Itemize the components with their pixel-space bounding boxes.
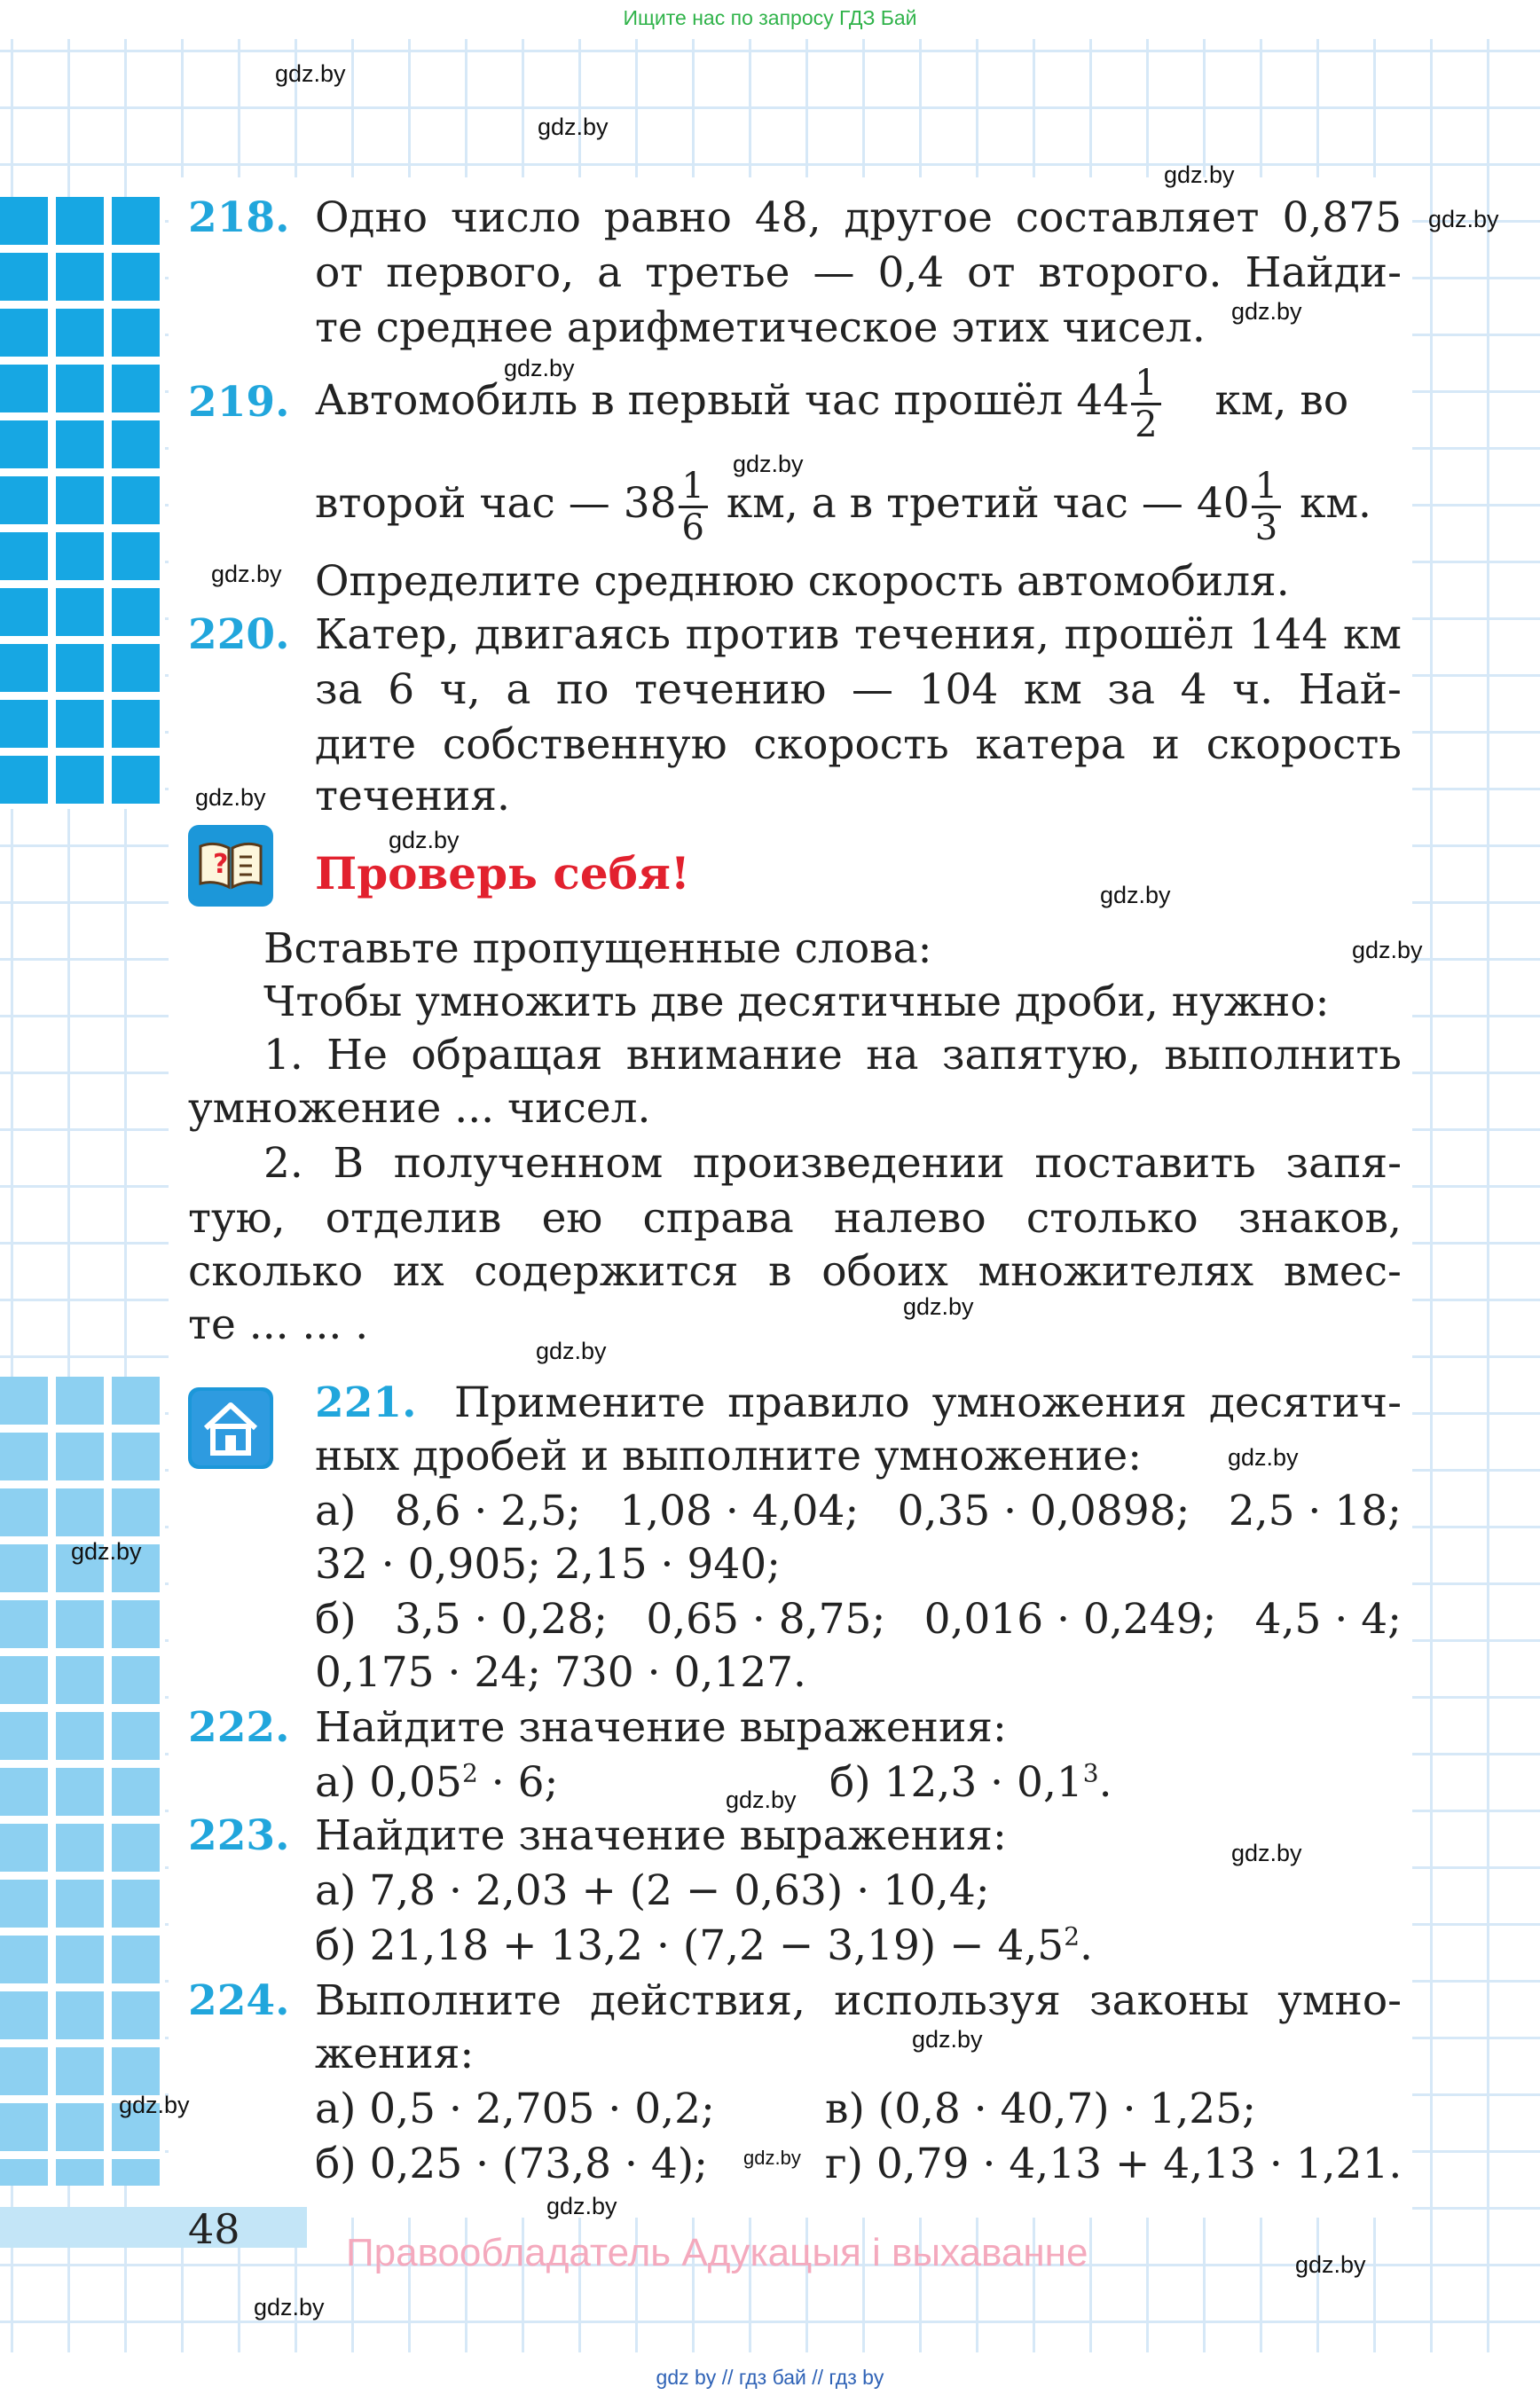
watermark: gdz.by	[389, 827, 460, 853]
word: знаков,	[1238, 1194, 1402, 1243]
watermark: gdz.by	[254, 2294, 325, 2321]
decorative-grid-top	[0, 197, 165, 809]
ad-text[interactable]: Ищите нас по запросу ГДЗ Бай	[623, 6, 917, 29]
word: умно-	[1277, 1976, 1402, 2025]
self-check-title: Проверь себя!	[315, 847, 690, 899]
watermark: gdz.by	[1228, 1444, 1299, 1471]
exercise-224-item-a: а) 0,5 · 2,705 · 0,2;	[315, 2085, 715, 2133]
bottom-links-bar[interactable]	[0, 2352, 1540, 2403]
word: сколько	[188, 1247, 364, 1296]
watermark: gdz.by	[743, 2147, 801, 2169]
word: —	[851, 665, 893, 714]
exercise-219-line-3: Определите среднюю скорость автомобиля.	[315, 557, 1290, 606]
watermark: gdz.by	[275, 60, 346, 87]
word: Не	[326, 1031, 388, 1080]
word: законы	[1089, 1976, 1250, 2025]
watermark: gdz.by	[211, 561, 282, 587]
word: 0,875	[1282, 193, 1402, 242]
word: их	[392, 1247, 444, 1296]
watermark: gdz.by	[504, 355, 575, 381]
word: другое	[844, 193, 993, 242]
word: за	[315, 665, 363, 714]
word: вмес-	[1283, 1247, 1402, 1296]
exercise-221-line-1	[454, 1377, 1402, 1430]
self-check-line-7	[188, 1245, 1402, 1299]
word: 0,65 · 8,75;	[646, 1595, 886, 1644]
exercise-219-line-2	[315, 458, 1371, 550]
exercise-224-line-1	[315, 1975, 1402, 2028]
top-ad-banner[interactable]	[0, 0, 1540, 39]
fraction-1-2: $\frac{1}{2}$	[1131, 364, 1160, 444]
watermark: gdz.by	[1164, 161, 1235, 188]
watermark: gdz.by	[903, 1293, 974, 1320]
exercise-218-line-1	[315, 192, 1402, 245]
word: Катер,	[315, 610, 460, 659]
word: двигаясь	[475, 610, 671, 659]
word: км	[1023, 665, 1082, 714]
word: 104	[918, 665, 999, 714]
word: произведении	[693, 1139, 1005, 1188]
word: 0,016 · 0,249;	[923, 1595, 1217, 1644]
word: запятую,	[941, 1031, 1142, 1080]
word: течения,	[853, 610, 1049, 659]
exercise-224-item-b: б) 0,25 · (73,8 · 4);	[315, 2140, 708, 2188]
exercise-223-line-1: Найдите значение выражения:	[315, 1811, 1007, 1860]
self-check-line-2: Чтобы умножить две десятичные дроби, нужно:	[263, 978, 1330, 1026]
exercise-221-line-2: ных дробей и выполните умножение:	[315, 1432, 1143, 1480]
self-check-line-6	[188, 1192, 1402, 1245]
exercise-218-number: 218.	[188, 193, 290, 242]
word: Найди-	[1245, 248, 1402, 297]
word: 8,6 · 2,5;	[394, 1487, 581, 1535]
watermark: gdz.by	[536, 1338, 607, 1364]
word: дите	[315, 720, 417, 769]
word: 144	[1248, 610, 1329, 659]
exercise-220-line-4: течения.	[315, 772, 510, 821]
word: тую,	[188, 1194, 286, 1243]
word: течению	[634, 665, 827, 714]
word: 2,5 · 18;	[1228, 1487, 1402, 1535]
exercise-221-line-6: 0,175 · 24; 730 · 0,127.	[315, 1648, 806, 1697]
exercise-223-item-a: а) 7,8 · 2,03 + (2 − 0,63) · 10,4;	[315, 1866, 990, 1915]
word: запя-	[1285, 1139, 1402, 1188]
exercise-221-line-5	[315, 1593, 1402, 1646]
exercise-224-item-g: г) 0,79 · 4,13 + 4,13 · 1,21.	[825, 2140, 1402, 2188]
exercise-220-line-1	[315, 609, 1402, 662]
word: за	[1107, 665, 1156, 714]
word: выполнить	[1164, 1031, 1402, 1080]
word: внимание	[625, 1031, 843, 1080]
word: 4,5 · 4;	[1254, 1595, 1402, 1644]
word: В	[333, 1139, 365, 1188]
word: от	[967, 248, 1016, 297]
word: 48,	[754, 193, 821, 242]
word: в	[768, 1247, 792, 1296]
word: первого,	[386, 248, 575, 297]
word: скорость	[1206, 720, 1402, 769]
word: а	[597, 248, 623, 297]
fraction-1-6: $\frac{1}{6}$	[679, 467, 708, 547]
word: 0,4	[877, 248, 945, 297]
word: 2.	[263, 1139, 303, 1188]
word: 4	[1180, 665, 1207, 714]
word: а)	[315, 1487, 357, 1535]
exercise-219-text-1a: Автомобиль в первый час прошёл 44	[315, 376, 1130, 425]
exercise-222-item-a: а) $0,05^2 \cdot 6$;	[315, 1758, 559, 1807]
exercise-221-line-3	[315, 1485, 1402, 1538]
watermark: gdz.by	[195, 784, 266, 811]
word: Най-	[1298, 665, 1402, 714]
exercise-218-line-3: те среднее арифметическое этих чисел.	[315, 303, 1206, 352]
exercise-219-line-1	[315, 355, 1348, 447]
word: налево	[833, 1194, 986, 1243]
watermark: gdz.by	[1295, 2251, 1366, 2278]
word: полученном	[393, 1139, 664, 1188]
word: на	[866, 1031, 919, 1080]
bottom-links-text[interactable]: gdz by // гдз бай // гдз by	[656, 2366, 884, 2389]
word: —	[813, 248, 855, 297]
word: справа	[642, 1194, 794, 1243]
exercise-224-line-2: жения:	[315, 2030, 475, 2078]
self-check-line-4: умножение ... чисел.	[188, 1084, 651, 1133]
exercise-223-item-b: б) $21,18 + 13,2 \cdot (7,2 - 3,19) - 4,5^2$.	[315, 1921, 1093, 1970]
word: прошёл	[1064, 610, 1234, 659]
word: катера	[975, 720, 1126, 769]
exercise-219-text-1b: км, во	[1201, 376, 1349, 425]
word: собственную	[442, 720, 727, 769]
page-number-bar	[0, 2207, 307, 2248]
word: и	[1151, 720, 1180, 769]
exercise-223-number: 223.	[188, 1811, 290, 1860]
watermark: gdz.by	[538, 114, 609, 140]
word: равно	[603, 193, 732, 242]
exercise-224-item-v: в) (0,8 · 40,7) · 1,25;	[825, 2085, 1256, 2133]
word: столько	[1025, 1194, 1198, 1243]
word: множителях	[978, 1247, 1254, 1296]
watermark: gdz.by	[912, 2026, 983, 2053]
watermark: gdz.by	[1231, 298, 1302, 325]
word: км	[1343, 610, 1402, 659]
word: поставить	[1034, 1139, 1256, 1188]
self-check-line-8: те ... ... .	[188, 1300, 369, 1349]
word: 0,35 · 0,0898;	[897, 1487, 1190, 1535]
exercise-221-line-4: 32 · 0,905; 2,15 · 940;	[315, 1540, 781, 1589]
word: отделив	[325, 1194, 502, 1243]
page-number: 48	[188, 2205, 240, 2253]
exercise-222-number: 222.	[188, 1703, 290, 1752]
word: Выполните	[315, 1976, 562, 2025]
book-question-icon	[188, 825, 273, 907]
exercise-218-line-2	[315, 247, 1402, 300]
copyright-note: Правообладатель Адукацыя і выхаванне	[346, 2231, 1088, 2274]
word: 3,5 · 0,28;	[394, 1595, 609, 1644]
word: используя	[834, 1976, 1061, 2025]
self-check-line-3	[263, 1029, 1402, 1082]
exercise-219-text-2a: второй час — 38	[315, 479, 677, 528]
exercise-219-number: 219.	[188, 378, 290, 427]
word: 1.	[263, 1031, 303, 1080]
word: десятич-	[1208, 1378, 1402, 1427]
word: а	[506, 665, 531, 714]
word: ею	[541, 1194, 603, 1243]
word: умножения	[931, 1378, 1187, 1427]
exercise-220-number: 220.	[188, 610, 290, 659]
watermark: gdz.by	[119, 2092, 190, 2118]
exercise-222-line-1: Найдите значение выражения:	[315, 1703, 1007, 1752]
word: против	[685, 610, 840, 659]
word: скорость	[753, 720, 949, 769]
word: ч,	[439, 665, 481, 714]
watermark: gdz.by	[733, 451, 804, 477]
word: правило	[727, 1378, 910, 1427]
word: число	[450, 193, 581, 242]
exercise-222-item-b: б) $12,3 \cdot 0,1^3$.	[829, 1758, 1112, 1807]
word: обращая	[411, 1031, 603, 1080]
word: Одно	[315, 193, 428, 242]
watermark: gdz.by	[1352, 937, 1423, 963]
exercise-220-line-2	[315, 664, 1402, 717]
watermark: gdz.by	[1231, 1840, 1302, 1866]
word: содержится	[474, 1247, 739, 1296]
word: Примените	[454, 1378, 706, 1427]
watermark: gdz.by	[1428, 206, 1499, 232]
word: составляет	[1015, 193, 1260, 242]
word: третье	[645, 248, 790, 297]
word: б)	[315, 1595, 357, 1644]
exercise-221-number: 221.	[315, 1378, 417, 1427]
watermark: gdz.by	[726, 1787, 797, 1813]
word: от	[315, 248, 364, 297]
exercise-224-number: 224.	[188, 1976, 290, 2025]
watermark: gdz.by	[1100, 882, 1171, 908]
watermark: gdz.by	[71, 1538, 142, 1565]
word: ч.	[1232, 665, 1274, 714]
word: действия,	[590, 1976, 805, 2025]
word: обоих	[821, 1247, 948, 1296]
self-check-line-5	[263, 1137, 1402, 1190]
svg-text:?: ?	[213, 849, 229, 880]
exercise-220-line-3	[315, 719, 1402, 772]
word: 1,08 · 4,04;	[619, 1487, 860, 1535]
watermark: gdz.by	[546, 2193, 617, 2219]
word: второго.	[1038, 248, 1222, 297]
house-icon	[188, 1387, 273, 1469]
decorative-grid-bottom	[0, 1377, 165, 2186]
self-check-line-1: Вставьте пропущенные слова:	[263, 924, 932, 973]
exercise-219-text-2b: км, а в третий час — 40	[712, 479, 1250, 528]
word: по	[555, 665, 609, 714]
fraction-1-3: $\frac{1}{3}$	[1252, 467, 1281, 547]
exercise-219-text-2c: км.	[1286, 479, 1371, 528]
word: 6	[388, 665, 415, 714]
